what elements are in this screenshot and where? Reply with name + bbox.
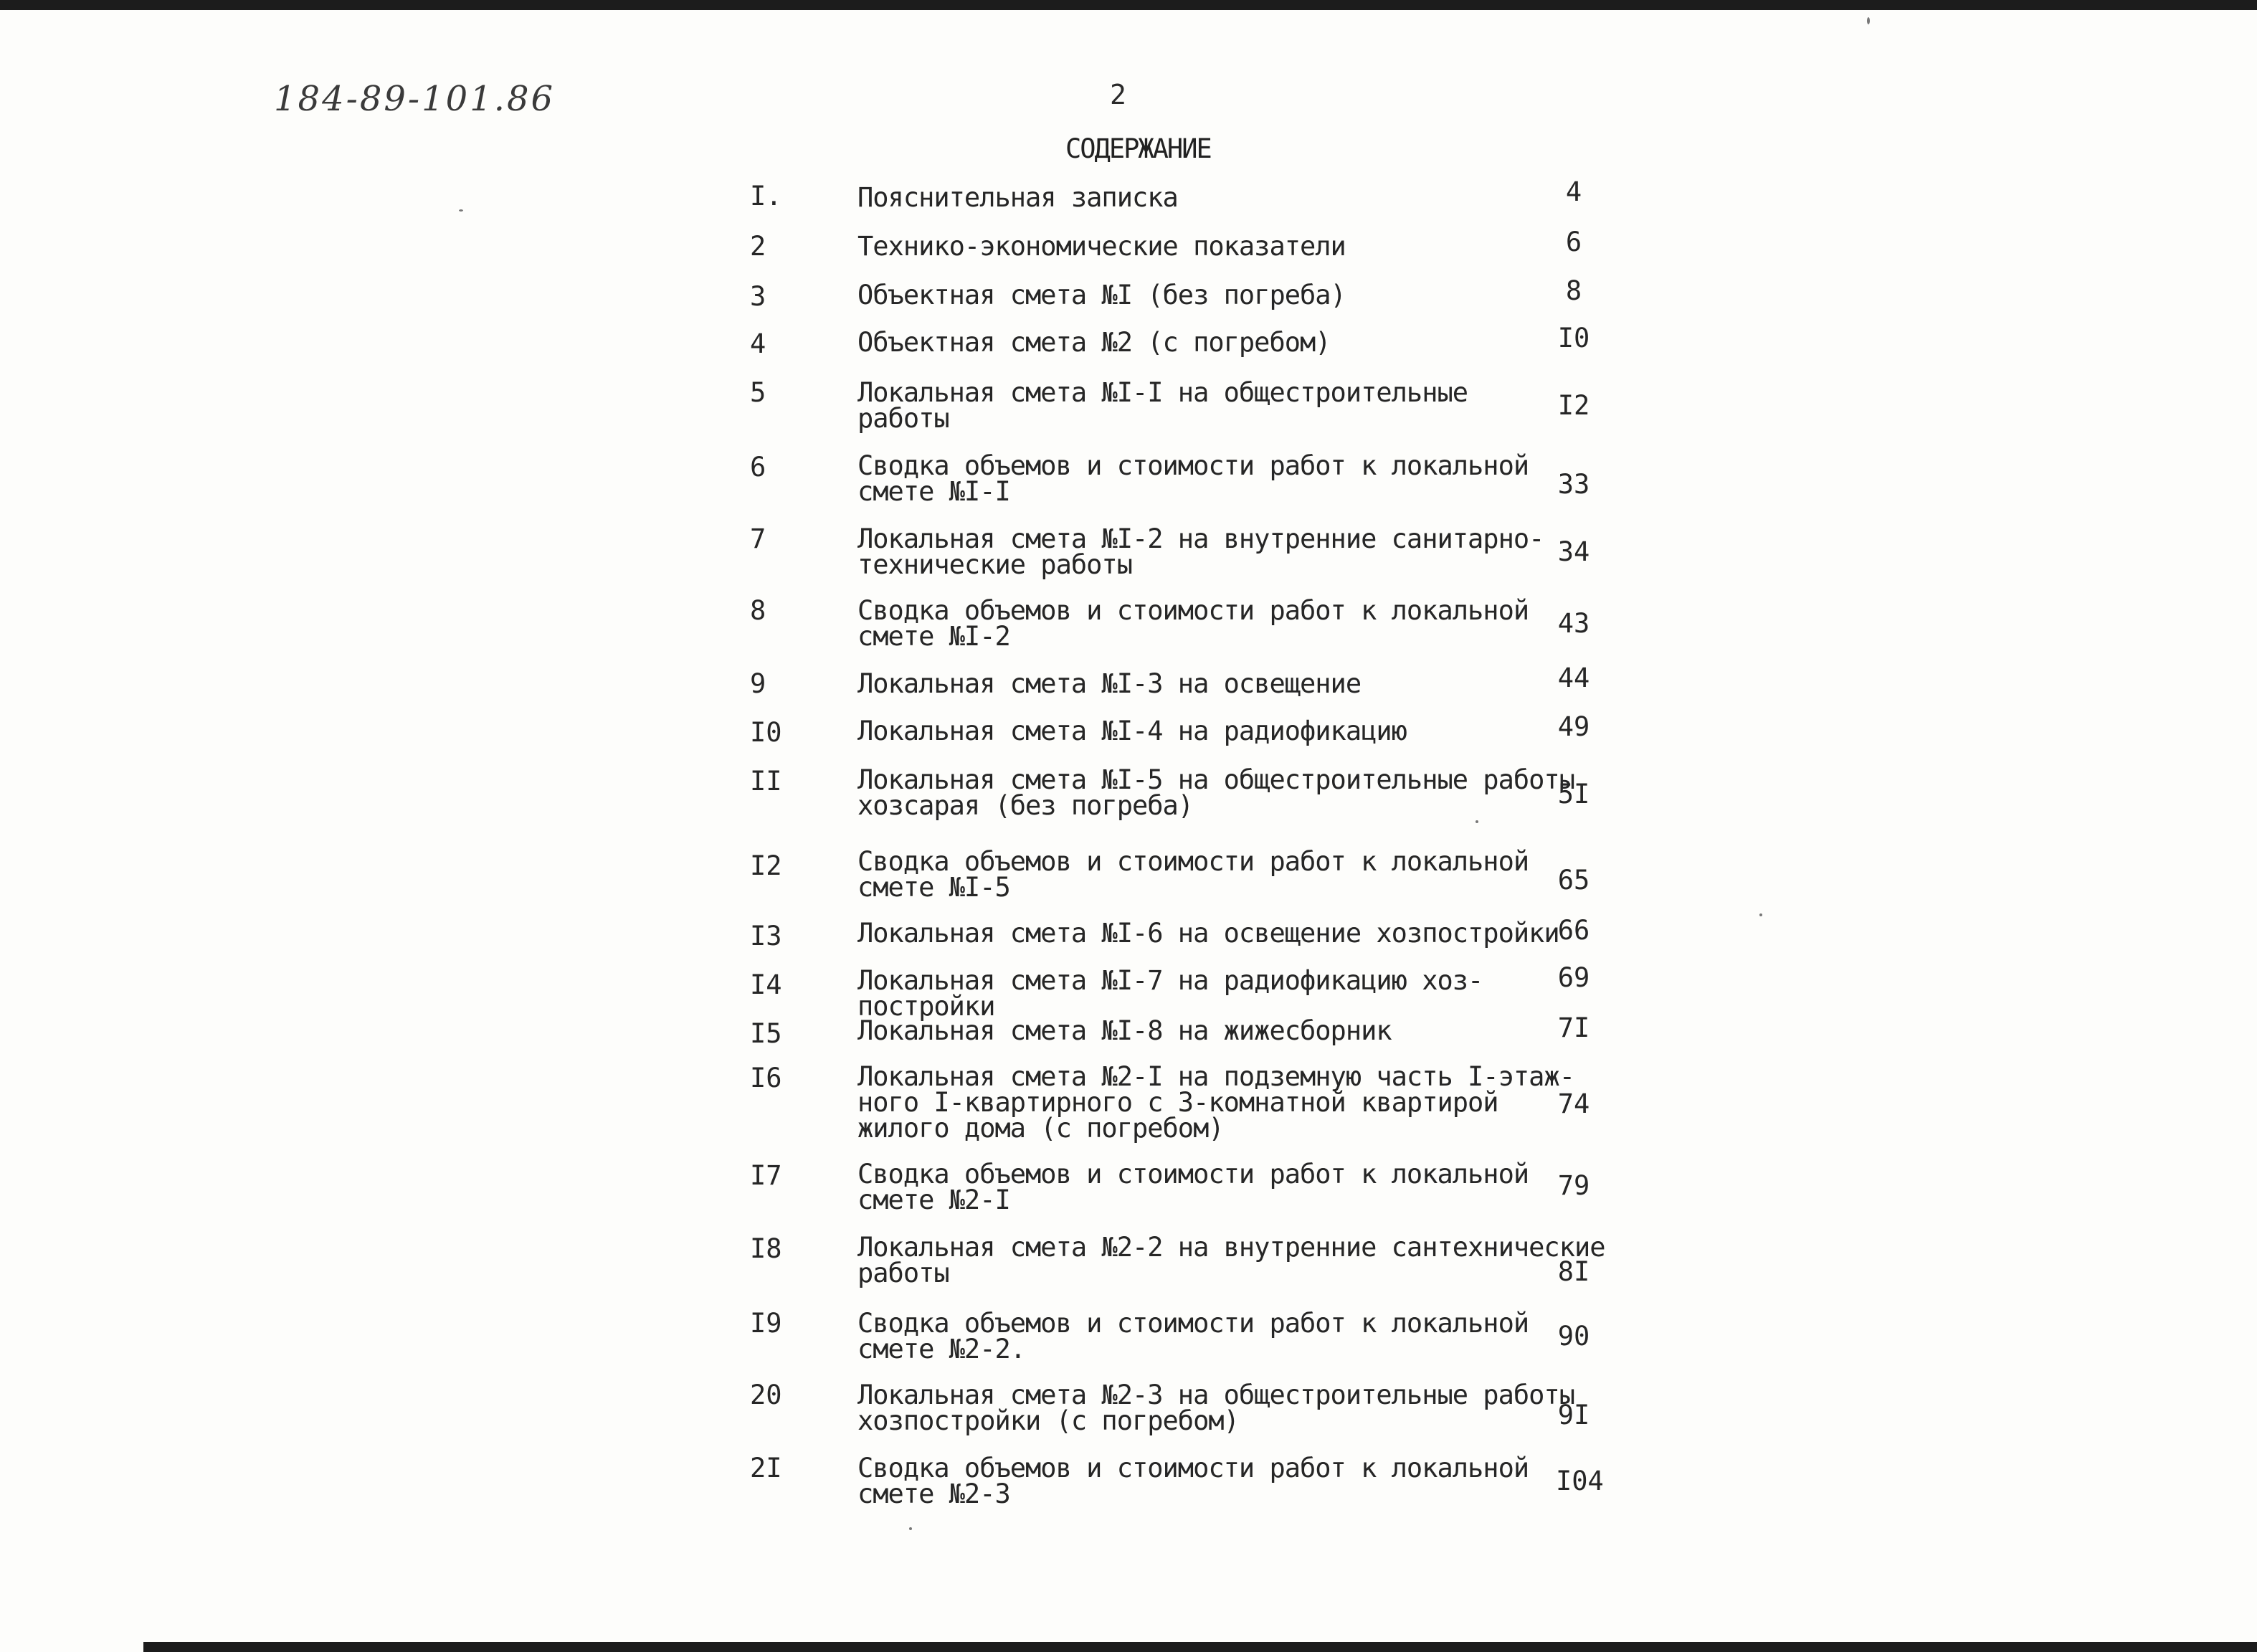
toc-entry-page: 5I: [1557, 779, 1590, 810]
toc-entry-number: II: [750, 766, 782, 797]
toc-entry-number: I8: [750, 1233, 782, 1264]
toc-entry-number: I9: [750, 1308, 782, 1339]
toc-entry-title: Сводка объемов и стоимости работ к локальной смете №I-I: [857, 450, 1529, 507]
toc-entry-number: I3: [750, 921, 782, 951]
scan-speck: [1476, 820, 1478, 823]
document-code: 184-89-101.86: [274, 79, 556, 119]
toc-entry-number: I.: [750, 181, 782, 212]
toc-entry-title: Технико-экономические показатели: [857, 231, 1346, 262]
toc-entry-title: Локальная смета №I-7 на радиофикацию хоз- постройки: [857, 965, 1483, 1022]
toc-entry-page: 65: [1557, 865, 1590, 896]
scan-speck: [459, 209, 463, 212]
toc-entry-page: 9I: [1557, 1400, 1590, 1430]
toc-entry-title: Локальная смета №I-8 на жижесборник: [857, 1015, 1392, 1046]
toc-entry-number: 2: [750, 231, 766, 262]
toc-entry-number: 2I: [750, 1453, 782, 1484]
toc-entry-title: Объектная смета №2 (с погребом): [857, 327, 1331, 358]
toc-entry-number: I6: [750, 1063, 782, 1093]
toc-entry-title: Локальная смета №2-3 на общестроительные работы хозпостройки (с погребом): [857, 1380, 1574, 1436]
toc-entry-title: Сводка объемов и стоимости работ к локальной смете №2-2.: [857, 1308, 1529, 1364]
toc-entry-page: 49: [1557, 711, 1590, 742]
toc-entry-page: I04: [1556, 1466, 1604, 1496]
toc-entry-number: I2: [750, 850, 782, 881]
toc-entry-title: Сводка объемов и стоимости работ к локальной смете №2-3: [857, 1453, 1529, 1509]
toc-entry-page: 8: [1565, 275, 1582, 306]
toc-entry-page: 6: [1565, 227, 1582, 257]
toc-entry-page: 43: [1557, 608, 1590, 639]
toc-entry-number: 7: [750, 523, 766, 554]
toc-entry-title: Сводка объемов и стоимости работ к локальной смете №I-2: [857, 595, 1529, 652]
toc-entry-number: I7: [750, 1160, 782, 1191]
toc-entry-number: 6: [750, 452, 766, 483]
toc-entry-title: Сводка объемов и стоимости работ к локальной смете №I-5: [857, 846, 1529, 903]
toc-entry-number: 20: [750, 1380, 782, 1410]
toc-entry-page: 33: [1557, 469, 1590, 500]
scan-border-top: [0, 0, 2257, 10]
toc-entry-number: 5: [750, 377, 766, 408]
toc-entry-page: 44: [1557, 663, 1590, 693]
toc-entry-page: 7I: [1557, 1012, 1590, 1043]
toc-entry-title: Сводка объемов и стоимости работ к локальной смете №2-I: [857, 1159, 1529, 1215]
toc-entry-page: 69: [1557, 962, 1590, 993]
toc-entry-page: 79: [1557, 1170, 1590, 1201]
toc-entry-title: Локальная смета №I-5 на общестроительные работы хозсарая (без погреба): [857, 764, 1574, 821]
toc-entry-title: Локальная смета №2-2 на внутренние сантехнические работы: [857, 1232, 1605, 1288]
toc-entry-page: I0: [1557, 323, 1590, 353]
toc-entry-page: 4: [1565, 176, 1582, 207]
toc-entry-page: 34: [1557, 536, 1590, 567]
toc-entry-title: Локальная смета №I-6 на освещение хозпостройки: [857, 918, 1559, 949]
toc-entry-number: I0: [750, 717, 782, 748]
toc-entry-number: 9: [750, 668, 766, 699]
toc-entry-title: Локальная смета №I-I на общестроительные работы: [857, 377, 1468, 434]
toc-entry-page: 90: [1557, 1321, 1590, 1352]
toc-entry-number: 8: [750, 595, 766, 626]
scan-speck: [909, 1527, 912, 1530]
scan-speck: [1867, 17, 1870, 24]
scan-speck: [1759, 913, 1762, 916]
toc-entry-page: 66: [1557, 915, 1590, 946]
toc-entry-title: Пояснительная записка: [857, 182, 1178, 213]
toc-entry-title: Локальная смета №I-4 на радиофикацию: [857, 716, 1407, 746]
toc-entry-title: Локальная смета №I-2 на внутренние санитарно- технические работы: [857, 523, 1544, 580]
toc-entry-page: 8I: [1557, 1256, 1590, 1287]
toc-entry-number: 3: [750, 281, 766, 312]
toc-entry-title: Локальная смета №I-3 на освещение: [857, 668, 1362, 699]
toc-entry-number: 4: [750, 328, 766, 359]
toc-entry-number: I5: [750, 1018, 782, 1049]
toc-entry-title: Объектная смета №I (без погреба): [857, 280, 1346, 310]
toc-title: СОДЕРЖАНИЕ: [1065, 133, 1211, 164]
toc-entry-title: Локальная смета №2-I на подземную часть I-этаж- ного I-квартирного с 3-комнатной квартирой жилого дома (с погребом): [857, 1061, 1574, 1144]
toc-entry-number: I4: [750, 969, 782, 1000]
page-number: 2: [1110, 79, 1126, 110]
toc-entry-page: 74: [1557, 1088, 1590, 1119]
toc-entry-page: I2: [1557, 390, 1590, 421]
scan-border-bottom: [143, 1642, 2257, 1652]
